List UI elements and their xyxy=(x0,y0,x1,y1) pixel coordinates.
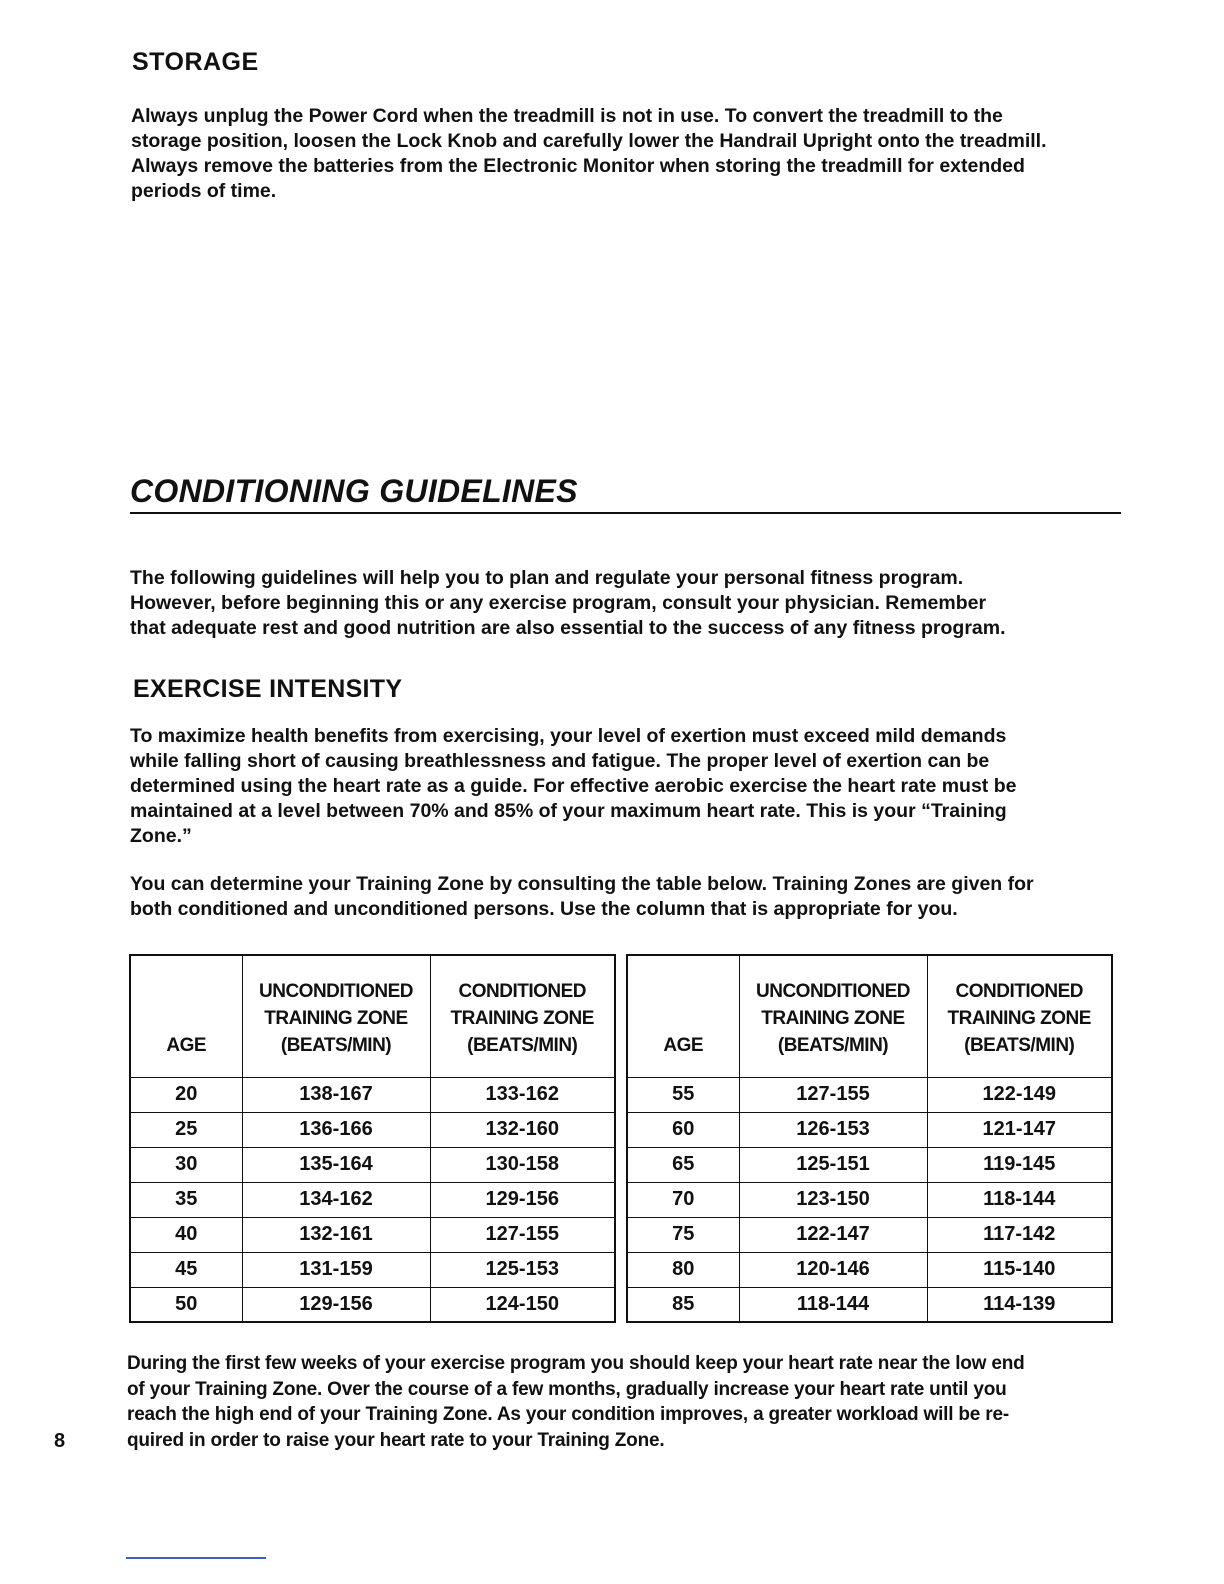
header-line: UNCONDITIONED xyxy=(259,980,413,1002)
intensity-paragraph-1 xyxy=(130,724,1016,849)
conditioned-cell: 115-140 xyxy=(927,1252,1112,1287)
header-line: TRAINING ZONE xyxy=(947,1007,1091,1029)
header-line: (BEATS/MIN) xyxy=(280,1034,392,1056)
age-cell: 35 xyxy=(130,1182,242,1217)
conditioned-cell: 114-139 xyxy=(927,1287,1112,1322)
age-cell: 70 xyxy=(627,1182,739,1217)
table-row xyxy=(130,1077,615,1112)
unconditioned-cell: 123-150 xyxy=(739,1182,927,1217)
age-cell: 55 xyxy=(627,1077,739,1112)
storage-line: periods of time. xyxy=(131,180,277,202)
age-cell: 85 xyxy=(627,1287,739,1322)
storage-line: Always unplug the Power Cord when the treadmill is not in use. To convert the treadmill to the xyxy=(131,105,1003,127)
header-line: UNCONDITIONED xyxy=(756,980,910,1002)
age-cell: 80 xyxy=(627,1252,739,1287)
intensity-line: both conditioned and unconditioned persons. Use the column that is appropriate for you. xyxy=(130,898,958,920)
conditioning-heading: CONDITIONING GUIDELINES xyxy=(130,473,578,509)
unconditioned-header xyxy=(242,955,430,1077)
unconditioned-cell: 118-144 xyxy=(739,1287,927,1322)
conditioning-intro xyxy=(130,566,1006,641)
unconditioned-cell: 136-166 xyxy=(242,1112,430,1147)
age-header: AGE xyxy=(130,955,242,1077)
table-row xyxy=(627,1147,1112,1182)
age-cell: 75 xyxy=(627,1217,739,1252)
table-row xyxy=(130,1147,615,1182)
table-header-row xyxy=(130,955,615,1077)
intensity-line: To maximize health benefits from exercising, your level of exertion must exceed mild demands xyxy=(130,725,1007,747)
table-row xyxy=(130,1252,615,1287)
table-header-row xyxy=(627,955,1112,1077)
unconditioned-cell: 138-167 xyxy=(242,1077,430,1112)
conditioned-header xyxy=(927,955,1112,1077)
header-line: TRAINING ZONE xyxy=(264,1007,408,1029)
storage-line: Always remove the batteries from the Electronic Monitor when storing the treadmill for extended xyxy=(131,155,1025,177)
table-row xyxy=(130,1182,615,1217)
closing-paragraph xyxy=(127,1351,1025,1453)
header-line: CONDITIONED xyxy=(458,980,586,1002)
training-zone-table-left xyxy=(129,954,616,1323)
conditioned-cell: 125-153 xyxy=(430,1252,615,1287)
header-line: CONDITIONED xyxy=(955,980,1083,1002)
storage-line: storage position, loosen the Lock Knob and carefully lower the Handrail Upright onto the treadmill. xyxy=(131,130,1047,152)
intro-line: The following guidelines will help you to plan and regulate your personal fitness program. xyxy=(130,567,964,589)
header-line: (BEATS/MIN) xyxy=(777,1034,889,1056)
footer-rule xyxy=(126,1557,266,1559)
age-cell: 20 xyxy=(130,1077,242,1112)
unconditioned-header xyxy=(739,955,927,1077)
intensity-line: Zone.” xyxy=(130,825,192,847)
page-number: 8 xyxy=(54,1430,66,1452)
conditioned-cell: 130-158 xyxy=(430,1147,615,1182)
conditioned-cell: 127-155 xyxy=(430,1217,615,1252)
age-cell: 60 xyxy=(627,1112,739,1147)
unconditioned-cell: 132-161 xyxy=(242,1217,430,1252)
header-line: (BEATS/MIN) xyxy=(467,1034,578,1056)
intensity-line: while falling short of causing breathlessness and fatigue. The proper level of exertion can be xyxy=(130,750,990,772)
unconditioned-cell: 122-147 xyxy=(739,1217,927,1252)
intensity-line: maintained at a level between 70% and 85% of your maximum heart rate. This is your “Training xyxy=(130,800,1007,822)
intensity-line: You can determine your Training Zone by consulting the table below. Training Zones are given for xyxy=(130,873,1034,895)
section-rule xyxy=(130,512,1121,514)
storage-heading: STORAGE xyxy=(132,48,259,76)
table-row xyxy=(627,1077,1112,1112)
unconditioned-cell: 127-155 xyxy=(739,1077,927,1112)
table-row xyxy=(130,1287,615,1322)
exercise-intensity-heading: EXERCISE INTENSITY xyxy=(133,675,403,703)
unconditioned-cell: 120-146 xyxy=(739,1252,927,1287)
table-row xyxy=(130,1217,615,1252)
age-cell: 45 xyxy=(130,1252,242,1287)
conditioned-cell: 118-144 xyxy=(927,1182,1112,1217)
unconditioned-cell: 126-153 xyxy=(739,1112,927,1147)
table-row xyxy=(130,1112,615,1147)
conditioned-cell: 121-147 xyxy=(927,1112,1112,1147)
storage-paragraph xyxy=(131,104,1047,204)
age-cell: 50 xyxy=(130,1287,242,1322)
age-cell: 40 xyxy=(130,1217,242,1252)
header-line: TRAINING ZONE xyxy=(761,1007,905,1029)
unconditioned-cell: 131-159 xyxy=(242,1252,430,1287)
unconditioned-cell: 125-151 xyxy=(739,1147,927,1182)
table-row xyxy=(627,1217,1112,1252)
training-zone-table-right xyxy=(626,954,1113,1323)
table-row xyxy=(627,1252,1112,1287)
table-row xyxy=(627,1287,1112,1322)
header-line: TRAINING ZONE xyxy=(450,1007,594,1029)
conditioned-cell: 133-162 xyxy=(430,1077,615,1112)
conditioned-cell: 117-142 xyxy=(927,1217,1112,1252)
conditioned-cell: 119-145 xyxy=(927,1147,1112,1182)
conditioned-cell: 122-149 xyxy=(927,1077,1112,1112)
table-row xyxy=(627,1182,1112,1217)
closing-line: reach the high end of your Training Zone. As your condition improves, a greater workload will be re- xyxy=(127,1404,1009,1425)
conditioned-cell: 129-156 xyxy=(430,1182,615,1217)
closing-line: of your Training Zone. Over the course of a few months, gradually increase your heart rate until you xyxy=(127,1378,1007,1400)
conditioned-cell: 124-150 xyxy=(430,1287,615,1322)
intro-line: However, before beginning this or any exercise program, consult your physician. Remember xyxy=(130,592,987,614)
table-row xyxy=(627,1112,1112,1147)
closing-line: During the first few weeks of your exercise program you should keep your heart rate near the low end xyxy=(127,1353,1025,1374)
intro-line: that adequate rest and good nutrition are also essential to the success of any fitness program. xyxy=(130,617,1006,639)
age-cell: 65 xyxy=(627,1147,739,1182)
age-header: AGE xyxy=(627,955,739,1077)
unconditioned-cell: 134-162 xyxy=(242,1182,430,1217)
header-line: (BEATS/MIN) xyxy=(964,1034,1075,1056)
unconditioned-cell: 129-156 xyxy=(242,1287,430,1322)
intensity-paragraph-2 xyxy=(130,872,1034,922)
age-cell: 25 xyxy=(130,1112,242,1147)
age-cell: 30 xyxy=(130,1147,242,1182)
closing-line: quired in order to raise your heart rate to your Training Zone. xyxy=(127,1429,665,1451)
conditioned-header xyxy=(430,955,615,1077)
intensity-line: determined using the heart rate as a guide. For effective aerobic exercise the heart rate must be xyxy=(130,775,1017,797)
unconditioned-cell: 135-164 xyxy=(242,1147,430,1182)
conditioned-cell: 132-160 xyxy=(430,1112,615,1147)
